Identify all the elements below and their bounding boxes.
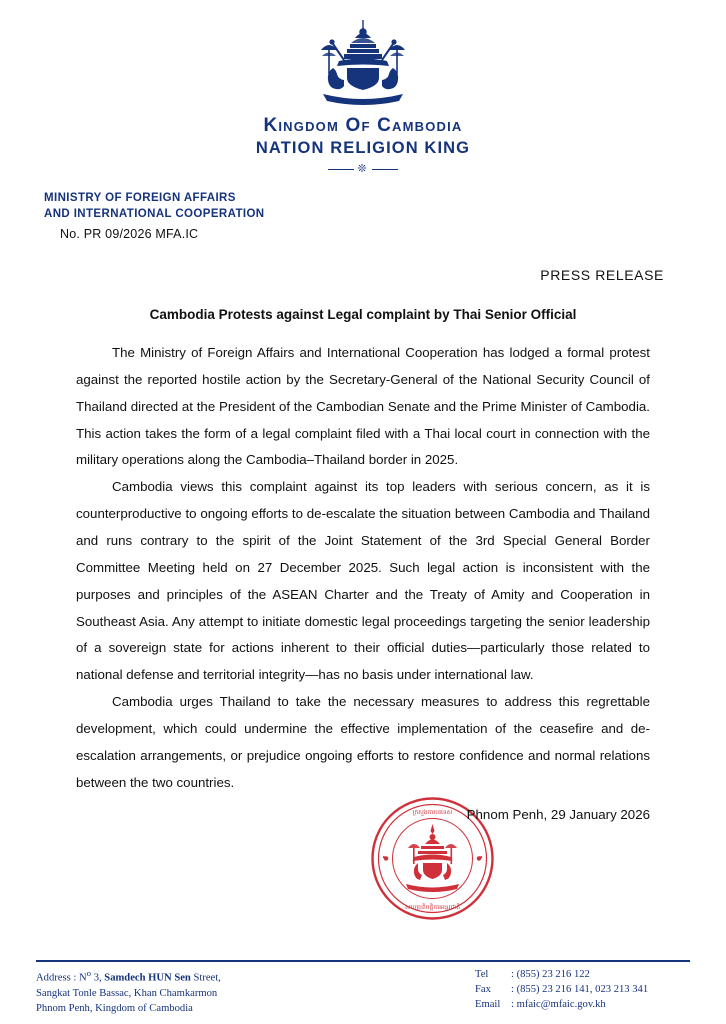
- address-prefix: Address : N: [36, 972, 87, 984]
- emblem-container: [0, 0, 726, 113]
- document-body: [76, 340, 650, 797]
- address-rest: 3,: [91, 972, 105, 984]
- address-tail: Street,: [190, 972, 221, 984]
- flourish-line-right: [372, 169, 398, 170]
- document-footer: [0, 960, 726, 1016]
- paragraph-3: Cambodia urges Thailand to take the necessary measures to address this regrettable development, which could undermine the effective implementation of the ceasefire and de-escalation arrangements, or prejudice ongoing efforts to restore confidence and normal relations between the two countries.: [76, 694, 650, 790]
- footer-email-value[interactable]: : mfaic@mfaic.gov.kh: [511, 999, 606, 1011]
- footer-tel: [475, 967, 690, 982]
- kingdom-heading: [0, 115, 726, 158]
- paragraph-1: The Ministry of Foreign Affairs and International Cooperation has lodged a formal protest against the reported hostile action by the Secretary-General of the National Security Council of Thailand directed at the President of the Cambodian Senate and the Prime Minister of Cambodia. This action takes the form of a legal complaint filed with a Thai local court in connection with the military operations along the Cambodia–Thailand border in 2025.: [76, 345, 650, 468]
- footer-address: [36, 967, 221, 1016]
- footer-tel-value: : (855) 23 216 122: [511, 969, 590, 981]
- kingdom-line-2: NATION RELIGION KING: [255, 139, 471, 157]
- press-release-label: PRESS RELEASE: [540, 267, 664, 284]
- address-line-3: Phnom Penh, Kingdom of Cambodia: [36, 1002, 193, 1014]
- footer-divider: [36, 960, 690, 962]
- svg-text:សហប្រតិបត្តិការអន្តរជាតិ: សហប្រតិបត្តិការអន្តរជាតិ: [404, 904, 461, 911]
- ministry-line-2: AND INTERNATIONAL COOPERATION: [44, 207, 265, 220]
- paragraph-2: Cambodia views this complaint against its top leaders with serious concern, as it is counterproductive to ongoing efforts to de-escalate the situation between Cambodia and Thailand and runs contrary to the spirit of the Joint Statement of the 3rd Special General Border Committee Meeting held on 27 December 2025. Such legal action is inconsistent with the purposes and principles of the ASEAN Charter and the Treaty of Amity and Cooperation in Southeast Asia. Any attempt to initiate domestic legal proceedings targeting the senior leadership of a sovereign state for actions inherent to their official duties—particularly those related to national defense and territorial integrity—has no basis under international law.: [76, 479, 650, 683]
- address-line-2: Sangkat Tonle Bassac, Khan Chamkarmon: [36, 987, 218, 999]
- kingdom-line-1: Kingdom Of Cambodia: [263, 115, 463, 136]
- footer-fax-label: Fax: [475, 984, 491, 996]
- royal-arms-of-cambodia-icon: [303, 16, 423, 108]
- footer-fax-value: : (855) 23 216 141, 023 213 341: [511, 984, 649, 996]
- header-flourish: [0, 162, 726, 175]
- svg-text:ក្រសួងការបរទេស: ក្រសួងការបរទេស: [412, 809, 453, 816]
- address-ordinal: o: [86, 968, 92, 979]
- ministry-line-1: MINISTRY OF FOREIGN AFFAIRS: [44, 192, 236, 204]
- footer-contact: [475, 967, 690, 1016]
- page-title: Cambodia Protests against Legal complaint by Thai Senior Official: [149, 307, 577, 323]
- flourish-glyph: ❊: [357, 163, 369, 175]
- ministry-heading: [44, 191, 726, 222]
- place-and-date: Phnom Penh, 29 January 2026: [466, 806, 650, 822]
- address-street-name: Samdech HUN Sen: [104, 972, 191, 984]
- footer-email-label: Email: [475, 999, 501, 1011]
- footer-tel-label: Tel: [475, 969, 489, 981]
- footer-fax: [475, 982, 690, 997]
- reference-number: No. PR 09/2026 MFA.IC: [60, 227, 199, 242]
- flourish-line-left: [328, 169, 354, 170]
- address-line-1: [36, 967, 221, 986]
- footer-email: [475, 997, 690, 1012]
